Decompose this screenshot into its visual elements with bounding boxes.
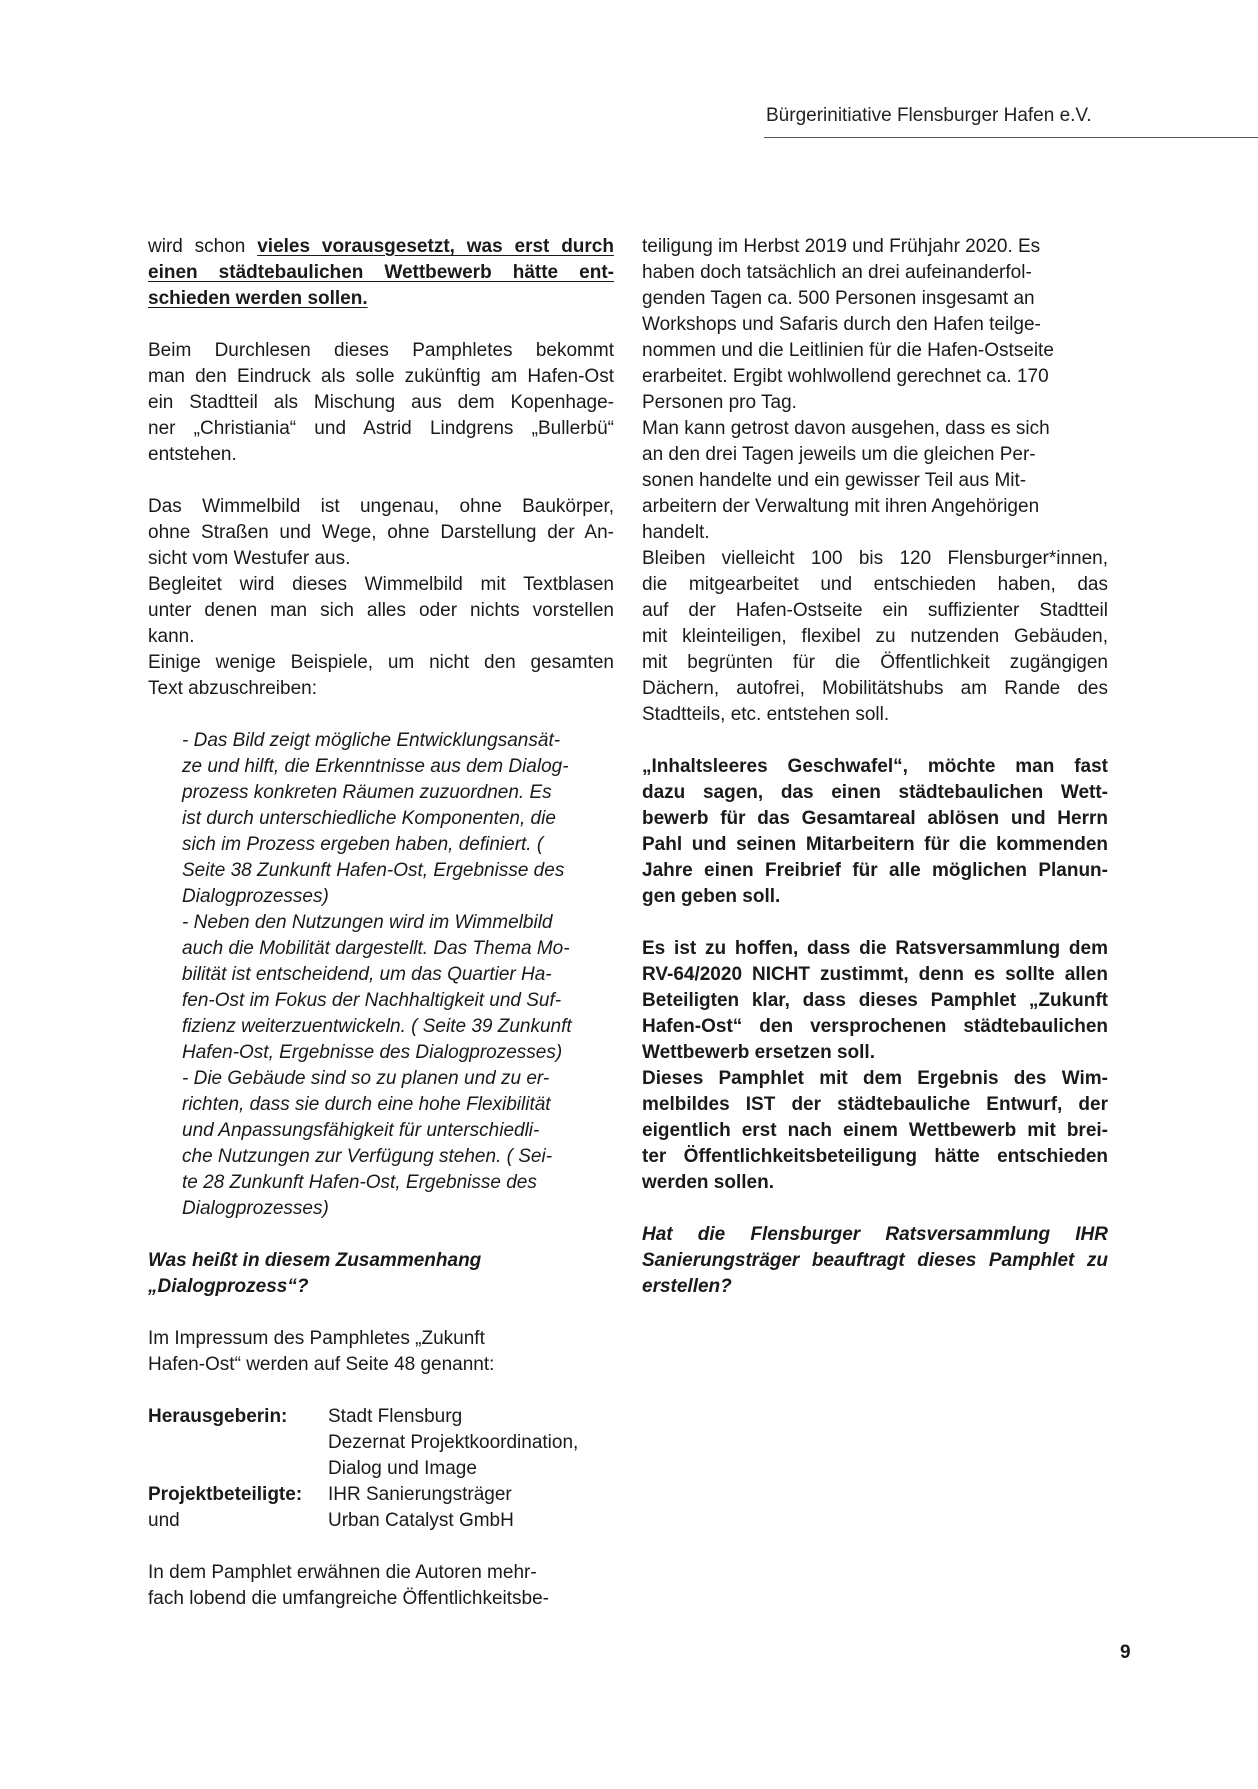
paragraph-pamphlet-impression <box>148 338 614 468</box>
text-line: Es ist zu hoffen, dass die Ratsversammlung dem <box>642 938 1108 959</box>
text-line: Workshops und Safaris durch den Hafen teilge- <box>642 314 1041 335</box>
text-line: Hat die Flensburger Ratsversammlung IHR <box>642 1224 1108 1245</box>
text-line: eigentlich erst nach einem Wettbewerb mit brei- <box>642 1120 1108 1141</box>
quote-line: Dialogprozesses) <box>182 1198 329 1219</box>
text-line: ohne Straßen und Wege, ohne Darstellung der An- <box>148 522 614 543</box>
text-line: Personen pro Tag. <box>642 392 797 413</box>
underlined-emphasis: vieles vorausgesetzt, was erst durch <box>257 236 614 257</box>
text-line: bewerb für das Gesamtareal ablösen und Herrn <box>642 808 1108 829</box>
impressum-value: Dialog und Image <box>328 1458 477 1479</box>
quote-line: - Neben den Nutzungen wird im Wimmelbild <box>182 912 553 933</box>
intro-plain: wird schon <box>148 236 258 257</box>
header-divider <box>764 137 1258 138</box>
text-line: Beteiligten klar, dass dieses Pamphlet „Zukunft <box>642 990 1108 1011</box>
text-line: ter Öffentlichkeitsbeteiligung hätte entschieden <box>642 1146 1108 1167</box>
text-line: Im Impressum des Pamphletes „Zukunft <box>148 1328 485 1349</box>
text-line: Hafen-Ost“ den versprochenen städtebaulichen <box>642 1016 1108 1037</box>
quote-line: ist durch unterschiedliche Komponenten, die <box>182 808 556 829</box>
text-line: mit kleinteiligen, flexibel zu nutzenden Gebäuden, <box>642 626 1108 647</box>
left-column <box>148 234 614 1612</box>
paragraph-ratsversammlung <box>642 936 1108 1196</box>
text-line: haben doch tatsächlich an drei aufeinanderfol- <box>642 262 1032 283</box>
text-line: Text abzuschreiben: <box>148 678 317 699</box>
text-line: ein Stadtteil als Mischung aus dem Kopenhage- <box>148 392 614 413</box>
text-line: „Inhaltsleeres Geschwafel“, möchte man fast <box>642 756 1108 777</box>
closing-question <box>642 1222 1108 1300</box>
text-line: dazu sagen, das einen städtebaulichen Wett- <box>642 782 1108 803</box>
text-line: man den Eindruck als solle zukünftig am Hafen-Ost <box>148 366 614 387</box>
text-line: Sanierungsträger beauftragt dieses Pamphlet zu <box>642 1250 1108 1271</box>
text-line: kann. <box>148 626 195 647</box>
impressum-label <box>148 1456 328 1482</box>
text-line: Einige wenige Beispiele, um nicht den gesamten <box>148 652 614 673</box>
impressum-value: IHR Sanierungsträger <box>328 1484 512 1505</box>
text-line: melbildes IST der städtebauliche Entwurf, der <box>642 1094 1108 1115</box>
text-line: fach lobend die umfangreiche Öffentlichkeitsbe- <box>148 1588 550 1609</box>
intro-paragraph <box>148 234 614 312</box>
question-heading <box>148 1248 614 1300</box>
text-line: ner „Christiania“ und Astrid Lindgrens „Bullerbü“ <box>148 418 614 439</box>
text-line: Dächern, autofrei, Mobilitätshubs am Rande des <box>642 678 1108 699</box>
text-line: werden sollen. <box>642 1172 774 1193</box>
text-line: auf der Hafen-Ostseite ein suffizienter Stadtteil <box>642 600 1108 621</box>
text-line: Pahl und seinen Mitarbeitern für die kommenden <box>642 834 1108 855</box>
text-line: Begleitet wird dieses Wimmelbild mit Textblasen <box>148 574 614 595</box>
impressum-value: Urban Catalyst GmbH <box>328 1510 514 1531</box>
quote-line: bilität ist entscheidend, um das Quartier Ha- <box>182 964 552 985</box>
impressum-label: Projektbeteiligte: <box>148 1484 303 1505</box>
text-line: entstehen. <box>148 444 237 465</box>
text-line: Was heißt in diesem Zusammenhang <box>148 1250 482 1271</box>
text-line: erarbeitet. Ergibt wohlwollend gerechnet ca. 170 <box>642 366 1049 387</box>
quote-line: che Nutzungen zur Verfügung stehen. ( Sei- <box>182 1146 553 1167</box>
quote-line: Seite 38 Zunkunft Hafen-Ost, Ergebnisse des <box>182 860 565 881</box>
text-line: sonen handelte und ein gewisser Teil aus Mit- <box>642 470 1027 491</box>
quote-line: und Anpassungsfähigkeit für unterschiedli- <box>182 1120 540 1141</box>
impressum-value: Stadt Flensburg <box>328 1406 463 1427</box>
text-line: Bleiben vielleicht 100 bis 120 Flensburger*innen, <box>642 548 1108 569</box>
quote-line: Hafen-Ost, Ergebnisse des Dialogprozesses) <box>182 1042 563 1063</box>
text-line: Hafen-Ost“ werden auf Seite 48 genannt: <box>148 1354 495 1375</box>
impressum-list <box>148 1404 614 1534</box>
paragraph-geschwafel <box>642 754 1108 910</box>
quote-line: te 28 Zunkunft Hafen-Ost, Ergebnisse des <box>182 1172 537 1193</box>
text-line: gen geben soll. <box>642 886 781 907</box>
text-line: In dem Pamphlet erwähnen die Autoren mehr- <box>148 1562 537 1583</box>
text-line: Wettbewerb ersetzen soll. <box>642 1042 875 1063</box>
text-line: genden Tagen ca. 500 Personen insgesamt an <box>642 288 1035 309</box>
text-line: Jahre einen Freibrief für alle möglichen Planun- <box>642 860 1108 881</box>
quote-line: Dialogprozesses) <box>182 886 329 907</box>
text-line: die mitgearbeitet und entschieden haben, das <box>642 574 1108 595</box>
text-line: Beim Durchlesen dieses Pamphletes bekommt <box>148 340 614 361</box>
text-line: nommen und die Leitlinien für die Hafen-Ostseite <box>642 340 1054 361</box>
impressum-label: und <box>148 1510 180 1531</box>
impressum-label <box>148 1430 328 1456</box>
page-number: 9 <box>1120 1642 1131 1663</box>
text-line: mit begrünten für die Öffentlichkeit zugängigen <box>642 652 1108 673</box>
quote-line: ze und hilft, die Erkenntnisse aus dem Dialog- <box>182 756 569 777</box>
text-line: teiligung im Herbst 2019 und Frühjahr 2020. Es <box>642 236 1041 257</box>
quote-line: - Das Bild zeigt mögliche Entwicklungsansät- <box>182 730 561 751</box>
quote-line: richten, dass sie durch eine hohe Flexibilität <box>182 1094 551 1115</box>
text-line: Dieses Pamphlet mit dem Ergebnis des Wim- <box>642 1068 1108 1089</box>
text-line: sicht vom Westufer aus. <box>148 548 351 569</box>
quote-line: sich im Prozess ergeben haben, definiert. ( <box>182 834 544 855</box>
text-line: Das Wimmelbild ist ungenau, ohne Baukörper, <box>148 496 614 517</box>
quote-line: - Die Gebäude sind so zu planen und zu er- <box>182 1068 550 1089</box>
text-line: „Dialogprozess“? <box>148 1276 309 1297</box>
impressum-value: Dezernat Projektkoordination, <box>328 1432 579 1453</box>
text-line: Stadtteils, etc. entstehen soll. <box>642 704 890 725</box>
quote-line: auch die Mobilität dargestellt. Das Thema Mo- <box>182 938 570 959</box>
quote-line: fen-Ost im Fokus der Nachhaltigkeit und Suf- <box>182 990 562 1011</box>
running-header: Bürgerinitiative Flensburger Hafen e.V. <box>766 105 1092 126</box>
text-line: Man kann getrost davon ausgehen, dass es sich <box>642 418 1050 439</box>
text-line: unter denen man sich alles oder nichts vorstellen <box>148 600 614 621</box>
text-line: handelt. <box>642 522 710 543</box>
text-line: an den drei Tagen jeweils um die gleichen Per- <box>642 444 1036 465</box>
text-line: RV-64/2020 NICHT zustimmt, denn es sollte allen <box>642 964 1108 985</box>
text-line: arbeitern der Verwaltung mit ihren Angehörigen <box>642 496 1040 517</box>
quote-line: fizienz weiterzuentwickeln. ( Seite 39 Zunkunft <box>182 1016 572 1037</box>
quoted-examples <box>148 728 614 1222</box>
text-line: erstellen? <box>642 1276 732 1297</box>
underlined-emphasis: einen städtebaulichen Wettbewerb hätte ent- <box>148 262 614 283</box>
right-column <box>642 234 1108 1300</box>
paragraph-participation <box>642 234 1108 728</box>
paragraph-wimmelbild <box>148 494 614 702</box>
text-line <box>148 234 614 260</box>
underlined-emphasis: schieden werden sollen. <box>148 288 368 309</box>
quote-line: prozess konkreten Räumen zuzuordnen. Es <box>182 782 552 803</box>
impressum-intro <box>148 1326 614 1378</box>
closing-paragraph <box>148 1560 614 1612</box>
impressum-label: Herausgeberin: <box>148 1406 288 1427</box>
